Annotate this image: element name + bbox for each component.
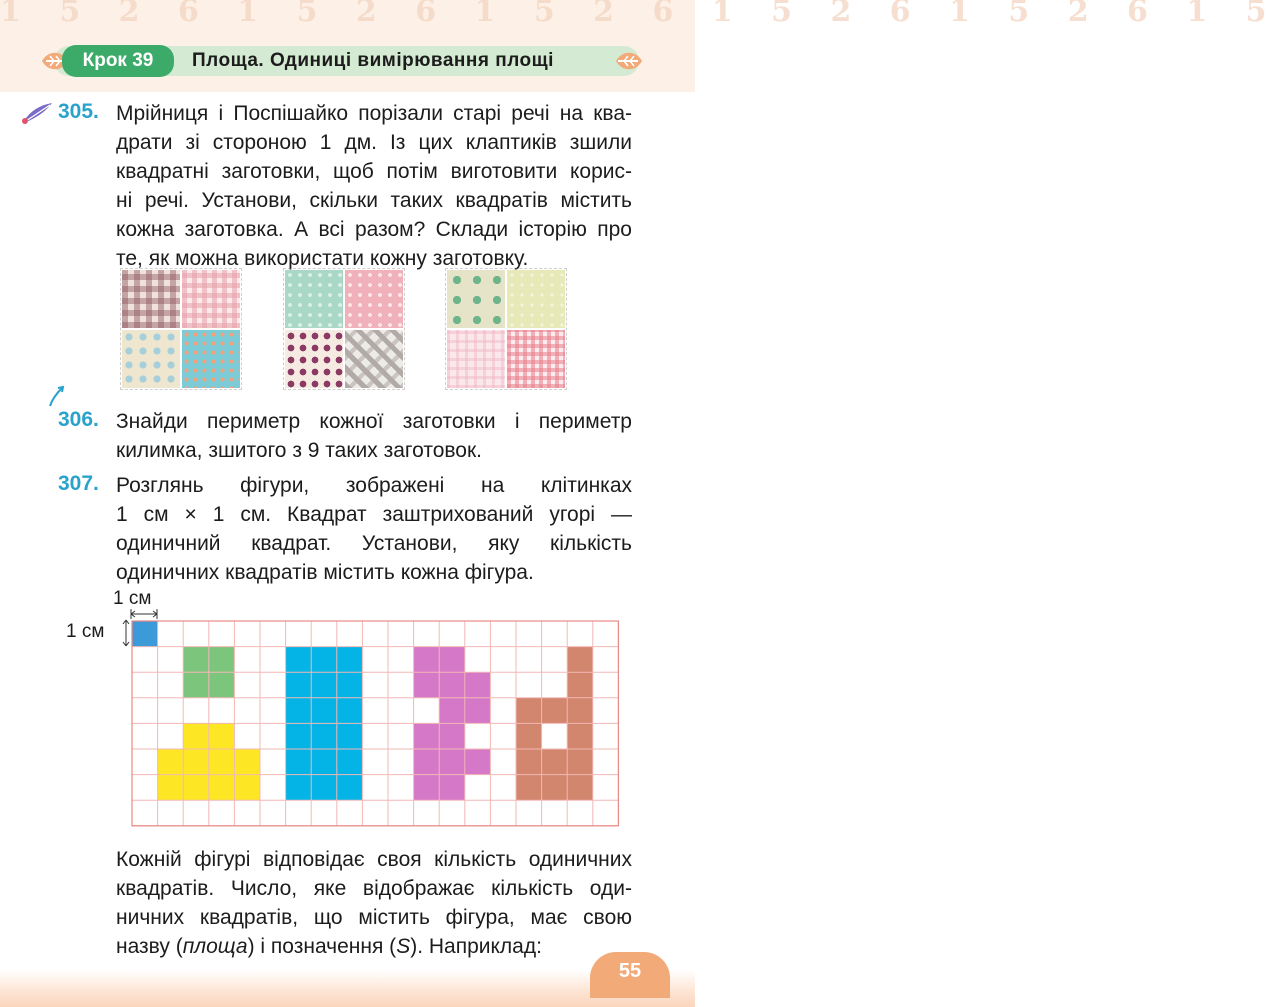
brown-shape-cell	[567, 698, 593, 724]
yellow-steps-cell	[234, 749, 260, 775]
magenta-shape-cell	[465, 698, 491, 724]
brown-shape-cell	[516, 698, 542, 724]
magenta-shape-cell	[439, 749, 465, 775]
closing-paragraph	[116, 845, 632, 961]
text-line: драти зі стороною 1 дм. Із цих клаптиків зшили	[116, 131, 632, 154]
exercise-number: 307.	[58, 472, 99, 495]
magenta-shape-cell	[414, 775, 440, 801]
brown-shape-cell	[542, 698, 568, 724]
brown-shape-cell	[542, 749, 568, 775]
magenta-shape-cell	[439, 698, 465, 724]
area-term: площа	[182, 935, 248, 958]
yellow-steps-cell	[234, 775, 260, 801]
blue-rectangle-cell	[286, 672, 312, 698]
green-square-cell	[209, 672, 235, 698]
blue-rectangle-cell	[337, 723, 363, 749]
brown-shape-cell	[567, 775, 593, 801]
yellow-steps-cell	[209, 749, 235, 775]
brown-shape-cell	[567, 749, 593, 775]
creative-task-icon	[20, 101, 54, 125]
text-line: Мрійниця і Поспішайко порізали старі речі на ква-	[116, 102, 632, 125]
brown-shape-cell	[567, 723, 593, 749]
text-line: те, як можна використати кожну заготовку.	[116, 247, 529, 270]
magenta-shape-cell	[414, 647, 440, 673]
text-line: Кожній фігурі відповідає своя кількість одиничних	[116, 848, 632, 871]
pencil-task-icon	[46, 386, 66, 408]
brown-shape-cell	[516, 775, 542, 801]
area-symbol: S	[396, 935, 411, 958]
unit-label-top: 1 см	[113, 588, 152, 609]
unit-square	[132, 621, 158, 647]
blue-rectangle-cell	[311, 775, 337, 801]
blue-rectangle-cell	[286, 698, 312, 724]
yellow-steps-cell	[183, 723, 209, 749]
green-square-cell	[183, 647, 209, 673]
quilt-edge	[120, 268, 242, 390]
green-square-cell	[209, 647, 235, 673]
text-line: 1 см × 1 см. Квадрат заштрихований угорі —	[116, 503, 632, 526]
blue-rectangle-cell	[286, 647, 312, 673]
magenta-shape-cell	[414, 672, 440, 698]
exercise-306-text	[116, 407, 632, 465]
blue-rectangle-cell	[337, 775, 363, 801]
magenta-shape-cell	[439, 672, 465, 698]
exercise-305-text	[116, 99, 632, 273]
lesson-title: Площа. Одиниці вимірювання площі	[192, 50, 554, 71]
blue-rectangle-cell	[311, 723, 337, 749]
text-line: Знайди периметр кожної заготовки і периметр	[116, 410, 632, 433]
text-line: Розглянь фігури, зображені на клітинках	[116, 474, 632, 497]
yellow-steps-cell	[183, 749, 209, 775]
text-line: кожна заготовка. А всі разом? Склади історію про	[116, 218, 632, 241]
magenta-shape-cell	[414, 749, 440, 775]
yellow-steps-cell	[209, 723, 235, 749]
yellow-steps-cell	[158, 749, 184, 775]
blue-rectangle-cell	[337, 647, 363, 673]
text-line: квадратів. Число, яке відображає кількість оди-	[116, 877, 632, 900]
brown-shape-cell	[516, 723, 542, 749]
exercise-number: 305.	[58, 100, 99, 123]
magenta-shape-cell	[414, 723, 440, 749]
blue-rectangle-cell	[311, 698, 337, 724]
yellow-steps-cell	[183, 775, 209, 801]
brown-shape-cell	[542, 775, 568, 801]
magenta-shape-cell	[465, 749, 491, 775]
blue-rectangle-cell	[311, 647, 337, 673]
top-decor-digits: 1 5 2 6 1 5 2 6 1 5 2 6 1 5 2 6 1 5 2 6 1 5	[0, 0, 1281, 29]
blue-rectangle-cell	[311, 672, 337, 698]
brown-shape-cell	[567, 647, 593, 673]
grid-canvas	[131, 620, 620, 825]
blue-rectangle-cell	[337, 698, 363, 724]
text-line: килимка, зшитого з 9 таких заготовок.	[116, 439, 483, 462]
yellow-steps-cell	[209, 775, 235, 801]
text-line: ничних квадратів, що містить фігура, має свою	[116, 906, 632, 929]
width-arrow-icon	[128, 608, 160, 620]
exercise-number: 306.	[58, 408, 99, 431]
text-line: одиничних квадратів містить кожна фігура.	[116, 561, 534, 584]
text-line: одиничний квадрат. Установи, яку кількість	[116, 532, 632, 555]
text-line: назву (площа) і позначення (S). Наприклад:	[116, 935, 542, 958]
blue-rectangle-cell	[337, 749, 363, 775]
blue-rectangle-cell	[337, 672, 363, 698]
blue-rectangle-cell	[286, 749, 312, 775]
quilt-edge	[445, 268, 567, 390]
blue-rectangle-cell	[286, 775, 312, 801]
blue-rectangle-cell	[286, 723, 312, 749]
text-line: квадратні заготовки, щоб потім виготовити корис-	[116, 160, 632, 183]
right-ornament-icon	[614, 48, 644, 74]
green-square-cell	[183, 672, 209, 698]
magenta-shape-cell	[439, 723, 465, 749]
page-number: 55	[618, 960, 642, 982]
yellow-steps-cell	[158, 775, 184, 801]
step-badge: Крок 39	[62, 45, 174, 77]
blue-rectangle-cell	[311, 749, 337, 775]
text-line: ні речі. Установи, скільки таких квадратів містить	[116, 189, 632, 212]
quilt-edge	[283, 268, 405, 390]
brown-shape-cell	[516, 749, 542, 775]
exercise-307-text	[116, 471, 632, 587]
unit-grid	[131, 620, 620, 830]
unit-label-left: 1 см	[66, 621, 105, 642]
magenta-shape-cell	[439, 775, 465, 801]
magenta-shape-cell	[439, 647, 465, 673]
magenta-shape-cell	[465, 672, 491, 698]
brown-shape-cell	[567, 672, 593, 698]
